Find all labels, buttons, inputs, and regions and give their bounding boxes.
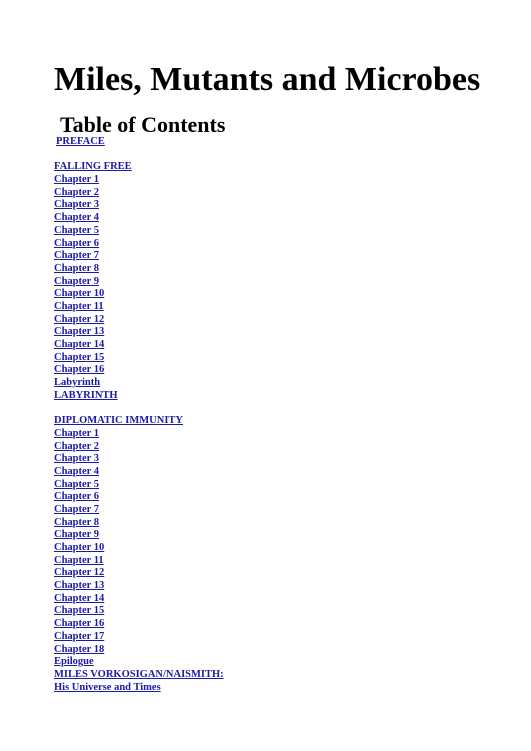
toc-link-ff-chapter-1[interactable]: Chapter 1 — [54, 174, 100, 186]
toc-link-ff-chapter-11[interactable]: Chapter 11 — [54, 300, 104, 312]
toc-link-di-chapter-18[interactable]: Chapter 18 — [54, 643, 105, 655]
toc-link-di-chapter-6[interactable]: Chapter 6 — [54, 491, 100, 503]
toc-link-labyrinth-upper[interactable]: LABYRINTH — [54, 389, 118, 401]
toc-link-di-chapter-14[interactable]: Chapter 14 — [54, 592, 105, 604]
toc-link-ff-chapter-3[interactable]: Chapter 3 — [54, 199, 100, 211]
table-of-contents — [54, 136, 224, 694]
toc-link-ff-chapter-5[interactable]: Chapter 5 — [54, 224, 100, 236]
section-spacer — [54, 402, 224, 415]
toc-link-ff-chapter-10[interactable]: Chapter 10 — [54, 288, 105, 300]
toc-link-di-chapter-1[interactable]: Chapter 1 — [54, 427, 100, 439]
toc-link-di-chapter-2[interactable]: Chapter 2 — [54, 440, 100, 452]
toc-link-ff-chapter-9[interactable]: Chapter 9 — [54, 275, 100, 287]
toc-link-ff-chapter-14[interactable]: Chapter 14 — [54, 339, 105, 350]
section-spacer — [54, 149, 224, 162]
toc-link-miles-vorkosigan[interactable]: MILES VORKOSIGAN/NAISMITH: — [54, 668, 224, 680]
toc-link-di-chapter-5[interactable]: Chapter 5 — [54, 478, 100, 490]
toc-link-di-chapter-8[interactable]: Chapter 8 — [54, 516, 100, 528]
toc-link-di-chapter-17[interactable]: Chapter 17 — [54, 630, 105, 642]
toc-link-di-chapter-13[interactable]: Chapter 13 — [54, 580, 105, 592]
toc-link-labyrinth-lower[interactable]: Labyrinth — [54, 377, 101, 389]
toc-link-ff-chapter-7[interactable]: Chapter 7 — [54, 250, 100, 262]
toc-link-di-chapter-4[interactable]: Chapter 4 — [54, 465, 100, 477]
toc-link-diplomatic-immunity[interactable]: DIPLOMATIC IMMUNITY — [54, 415, 184, 427]
toc-link-ff-chapter-2[interactable]: Chapter 2 — [54, 186, 100, 198]
toc-link-di-chapter-9[interactable]: Chapter 9 — [54, 529, 100, 541]
toc-link-di-chapter-15[interactable]: Chapter 15 — [54, 605, 105, 617]
toc-link-di-chapter-11[interactable]: Chapter 11 — [54, 554, 104, 566]
book-title: Miles, Mutants and Microbes — [54, 61, 481, 98]
toc-link-ff-chapter-6[interactable]: Chapter 6 — [54, 237, 100, 249]
toc-link-ff-chapter-15[interactable]: Chapter 15 — [54, 351, 105, 363]
toc-link-epilogue[interactable]: Epilogue — [54, 656, 94, 668]
toc-link-ff-chapter-16[interactable]: Chapter 16 — [54, 364, 105, 376]
toc-link-ff-chapter-8[interactable]: Chapter 8 — [54, 262, 100, 274]
toc-link-di-chapter-10[interactable]: Chapter 10 — [54, 542, 105, 553]
toc-link-falling-free[interactable]: FALLING FREE — [54, 161, 132, 173]
toc-link-di-chapter-3[interactable]: Chapter 3 — [54, 453, 100, 465]
toc-link-di-chapter-16[interactable]: Chapter 16 — [54, 618, 105, 630]
toc-link-ff-chapter-4[interactable]: Chapter 4 — [54, 212, 100, 224]
toc-heading: Table of Contents — [60, 112, 226, 137]
toc-link-ff-chapter-13[interactable]: Chapter 13 — [54, 326, 105, 338]
toc-link-ff-chapter-12[interactable]: Chapter 12 — [54, 313, 105, 325]
toc-link-di-chapter-7[interactable]: Chapter 7 — [54, 503, 100, 515]
toc-link-universe-and-times[interactable]: His Universe and Times — [54, 681, 161, 693]
toc-link-preface[interactable]: PREFACE — [56, 136, 105, 147]
toc-link-di-chapter-12[interactable]: Chapter 12 — [54, 567, 105, 579]
